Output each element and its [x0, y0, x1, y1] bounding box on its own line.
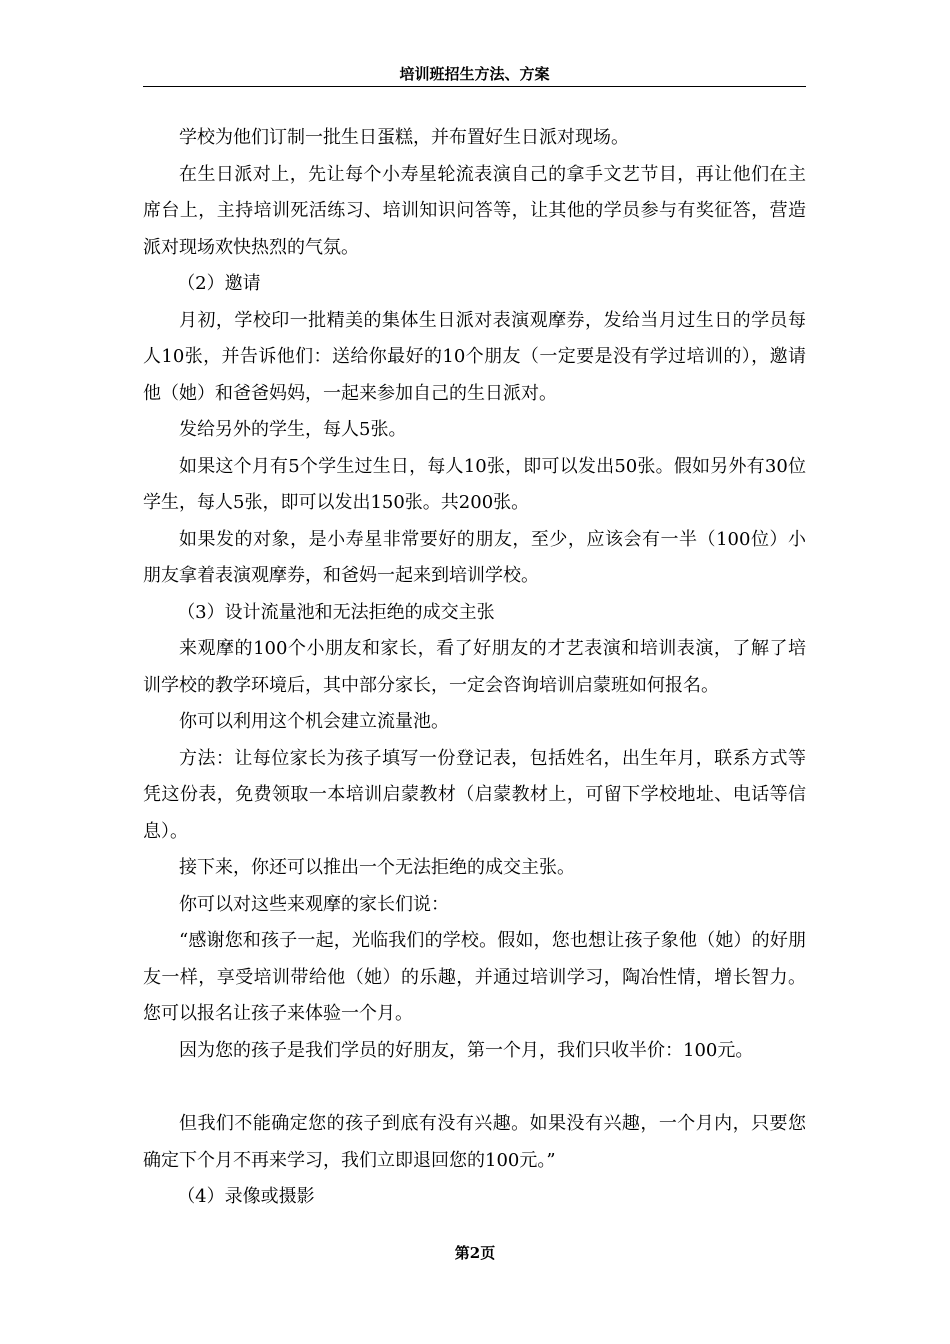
paragraph-speech-quote: “感谢您和孩子一起，光临我们的学校。假如，您也想让孩子象他（她）的好朋友一样，享受培训带给他（她）的乐趣，并通过培训学习，陶冶性情，增长智力。您可以报名让孩子来体验一个月。	[143, 930, 806, 1024]
paragraph-party-activities: 在生日派对上，先让每个小寿星轮流表演自己的拿手文艺节目，再让他们在主席台上，主持培训死活练习、培训知识问答等，让其他的学员参与有奖征答，营造派对现场欢快热烈的气氛。	[143, 163, 806, 258]
paragraph-ticket-count: 如果这个月有5个学生过生日，每人10张，即可以发出50张。假如另外有30位学生，每人5张，即可以发出150张。共200张。	[143, 455, 806, 513]
page-number: 第2页	[454, 1244, 496, 1262]
paragraph-parent-inquiry: 来观摩的100个小朋友和家长，看了好朋友的才艺表演和培训表演，了解了培训学校的教学环境后，其中部分家长，一定会咨询培训启蒙班如何报名。	[143, 638, 806, 696]
paragraph-half-price: 因为您的孩子是我们学员的好朋友，第一个月，我们只收半价：100元。	[179, 1039, 754, 1061]
section-heading-video: （4）录像或摄影	[177, 1186, 315, 1207]
section-heading-invite: （2）邀请	[177, 273, 261, 294]
document-body	[143, 120, 806, 1216]
paragraph-speech-intro: 你可以对这些来观摩的家长们说：	[179, 893, 449, 915]
paragraph-other-students: 发给另外的学生，每人5张。	[179, 419, 407, 440]
document-title: 培训班招生方法、方案	[399, 65, 550, 83]
paragraph-birthday-cake: 学校为他们订制一批生日蛋糕，并布置好生日派对现场。	[179, 127, 629, 148]
paragraph-invitation-tickets: 月初，学校印一批精美的集体生日派对表演观摩券，发给当月过生日的学员每人10张，并告诉他们：送给你最好的10个朋友（一定要是没有学过培训的），邀请他（她）和爸爸妈妈，一起来参加自己的生日派对。	[143, 309, 806, 404]
paragraph-registration-method: 方法：让每位家长为孩子填写一份登记表，包括姓名，出生年月，联系方式等凭这份表，免费领取一本培训启蒙教材（启蒙教材上，可留下学校地址、电话等信息）。	[143, 747, 806, 842]
paragraph-offer-intro: 接下来，你还可以推出一个无法拒绝的成交主张。	[179, 857, 575, 878]
paragraph-build-pool: 你可以利用这个机会建立流量池。	[179, 711, 449, 732]
page-footer	[0, 1243, 950, 1263]
section-heading-traffic-pool: （3）设计流量池和无法拒绝的成交主张	[177, 601, 495, 623]
page-header	[143, 64, 806, 87]
paragraph-refund-guarantee: 但我们不能确定您的孩子到底有没有兴趣。如果没有兴趣，一个月内，只要您确定下个月不再来学习，我们立即退回您的100元。”	[143, 1113, 806, 1171]
paragraph-expected-guests: 如果发的对象，是小寿星非常要好的朋友，至少，应该会有一半（100位）小朋友拿着表演观摩券，和爸妈一起来到培训学校。	[143, 528, 806, 586]
